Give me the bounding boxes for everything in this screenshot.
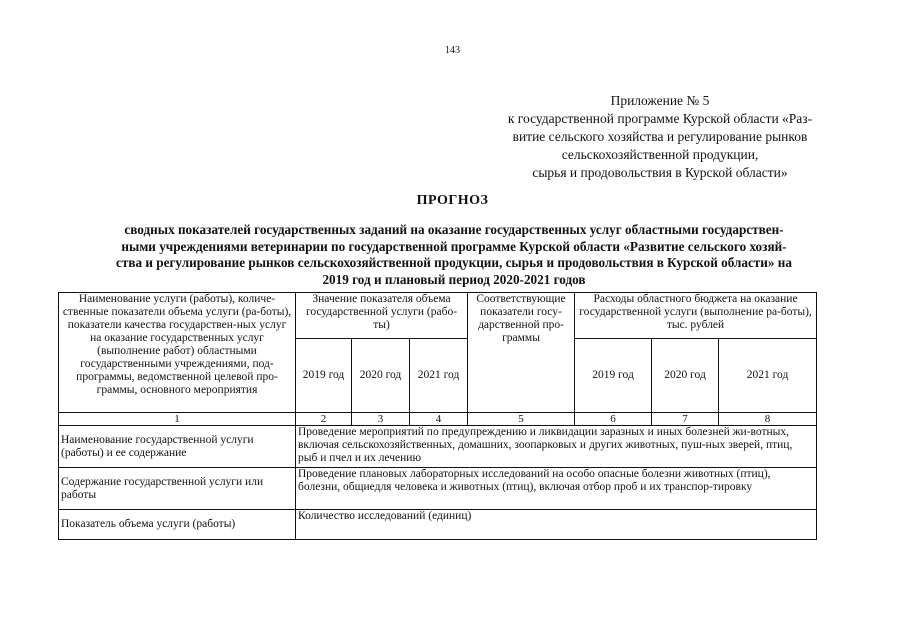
document-subtitle (58, 222, 850, 288)
header-service-name: Наименование услуги (работы), количе-ственные показатели объема услуги (ра-боты), показатели качества государствен-ных услуг на оказание государственных услуг (выполнение работ) областными государственными учреждениями, под-программы, ведомственной целевой про-граммы, основного мероприятия (59, 293, 296, 413)
column-number: 8 (719, 413, 817, 426)
header-year-2021: 2021 год (719, 339, 817, 413)
subtitle-line: ства и регулирование рынков сельскохозяйственной продукции, сырья и продовольствия в Курской области» на (116, 255, 792, 270)
header-year-2020: 2020 год (652, 339, 719, 413)
row-label: Наименование государственной услуги (работы) и ее содержание (59, 426, 296, 468)
table-row (59, 468, 817, 510)
row-value: Количество исследований (единиц) (296, 510, 817, 540)
document-title: ПРОГНОЗ (416, 193, 489, 208)
appendix-line: сырья и продовольствия в Курской области» (532, 165, 788, 180)
header-year-2019: 2019 год (575, 339, 652, 413)
appendix-line: к государственной программе Курской области «Раз- (507, 111, 813, 126)
header-year-2021: 2021 год (410, 339, 468, 413)
row-value: Проведение плановых лабораторных исследований на особо опасные болезни животных (птиц), болезни, общиедля человека и животных (птиц), включая отбор проб и их транспор-тировку (296, 468, 817, 510)
subtitle-line: ными учреждениями ветеринарии по государственной программе Курской области «Развитие сельского хозяй- (121, 238, 787, 254)
column-number: 1 (59, 413, 296, 426)
appendix-line: Приложение № 5 (610, 93, 710, 108)
row-label: Показатель объема услуги (работы) (59, 510, 296, 540)
subtitle-line: 2019 год и плановый период 2020-2021 годов (322, 271, 586, 287)
column-number: 3 (352, 413, 410, 426)
row-label: Содержание государственной услуги или работы (59, 468, 296, 510)
column-number: 5 (468, 413, 575, 426)
appendix-block (470, 92, 850, 182)
column-number: 7 (652, 413, 719, 426)
appendix-line: сельскохозяйственной продукции, (561, 147, 759, 162)
row-value: Проведение мероприятий по предупреждению и ликвидации заразных и иных болезней жи-вотных, включая сельскохозяйственных, домашних, зоопарковых и других животных, пуш-ных зверей, птиц, рыб и пчел и их лечению (296, 426, 817, 468)
forecast-table (58, 292, 817, 540)
header-year-2019: 2019 год (296, 339, 352, 413)
header-year-2020: 2020 год (352, 339, 410, 413)
column-number: 6 (575, 413, 652, 426)
table-row (59, 426, 817, 468)
subtitle-line: сводных показателей государственных заданий на оказание государственных услуг областными государствен- (124, 222, 784, 237)
header-volume-value: Значение показателя объема государственной услуги (рабо-ты) (296, 293, 468, 339)
page-number: 143 (445, 45, 460, 56)
appendix-line: витие сельского хозяйства и регулирование рынков (512, 129, 808, 144)
header-program-indicators: Соответствующие показатели госу-дарственной про-граммы (468, 293, 575, 413)
header-budget-expenses: Расходы областного бюджета на оказание государственной услуги (выполнение ра-боты), тыс. рублей (575, 293, 817, 339)
column-number: 4 (410, 413, 468, 426)
table-row (59, 510, 817, 540)
column-number: 2 (296, 413, 352, 426)
